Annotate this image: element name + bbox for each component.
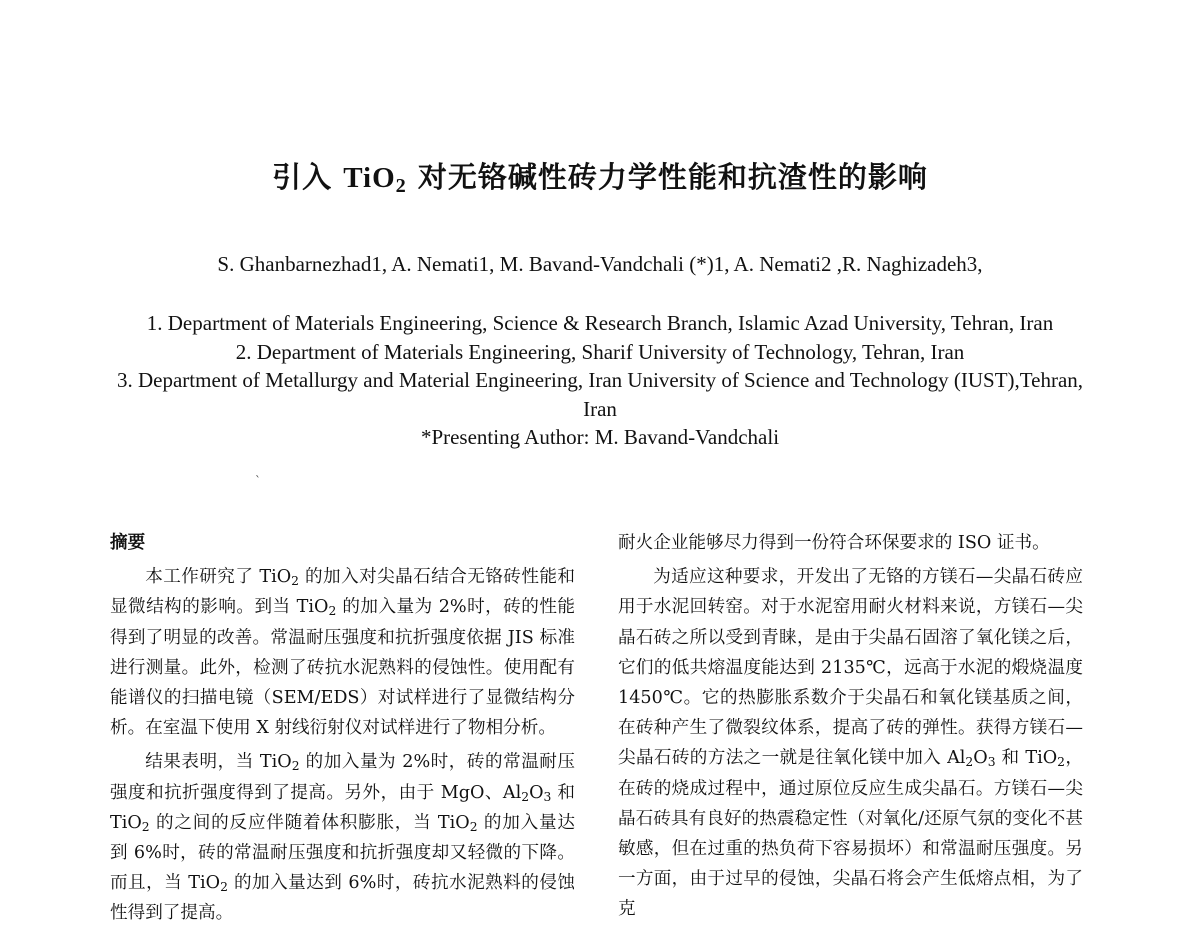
affiliations xyxy=(110,309,1090,452)
affiliation-2: 2. Department of Materials Engineering, Sharif University of Technology, Tehran, Iran xyxy=(235,339,965,364)
abstract-paragraph-1: 本工作研究了 TiO$_2$ 的加入对尖晶石结合无铬砖性能和显微结构的影响。到当 TiO$_2$ 的加入量为 2%时，砖的性能得到了明显的改善。常温耐压强度和抗折强度依据 JIS 标准进行测量。此外，检测了砖抗水泥熟料的侵蚀性。使用配有能谱仪的扫描电镜（SEM/EDS）对试样进行了显微结构分析。在室温下使用 X 射线衍射仪对试样进行了物相分析。 xyxy=(110,567,575,739)
left-column xyxy=(110,528,575,929)
body-paragraph-2: 为适应这种要求，开发出了无铬的方镁石—尖晶石砖应用于水泥回转窑。对于水泥窑用耐火材料来说，方镁石—尖晶石砖之所以受到青睐，是由于尖晶石固溶了氧化镁之后，它们的低共熔温度能达到 2135℃，远高于水泥的煅烧温度 1450℃。它的热膨胀系数介于尖晶石和氧化镁基质之间，在砖种产生了微裂纹体系，提高了砖的弹性。获得方镁石—尖晶石砖的方法之一就是往氧化镁中加入 $Al_2O_3$ 和 TiO$_2$，在砖的烧成过程中，通过原位反应生成尖晶石。方镁石—尖晶石砖具有良好的热震稳定性（对氧化/还原气氛的变化不甚敏感，但在过重的热负荷下容易损坏）和常温耐压强度。另一方面，由于过早的侵蚀，尖晶石将会产生低熔点相，为了克 xyxy=(618,567,1083,920)
stray-mark: ` xyxy=(255,474,261,488)
affiliation-1: 1. Department of Materials Engineering, Science & Research Branch, Islamic Azad University, Tehran, Iran xyxy=(146,311,1054,335)
affiliation-3: 3. Department of Metallurgy and Material Engineering, Iran University of Science and Technology (IUST),Tehran, Iran xyxy=(116,368,1084,421)
author-list: S. Ghanbarnezhad1, A. Nemati1, M. Bavand-Vandchali (*)1, A. Nemati2 ,R. Naghizadeh3, xyxy=(217,252,983,276)
abstract-paragraph-2: 结果表明，当 TiO$_2$ 的加入量为 2%时，砖的常温耐压强度和抗折强度得到了提高。另外，由于 MgO、$Al_2O_3$ 和 TiO$_2$ 的之间的反应伴随着体积膨胀，当 TiO$_2$ 的加入量达到 6%时，砖的常温耐压强度和抗折强度却又轻微的下降。而且，当 TiO$_2$ 的加入量达到 6%时，砖抗水泥熟料的侵蚀性得到了提高。 xyxy=(110,752,576,924)
presenting-author: *Presenting Author: M. Bavand-Vandchali xyxy=(420,425,780,450)
paper-title: 引入 TiO$_2$ 对无铬碱性砖力学性能和抗渣性的影响 xyxy=(272,160,928,198)
body-paragraph-1: 耐火企业能够尽力得到一份符合环保要求的 ISO 证书。 xyxy=(618,533,1050,553)
right-column xyxy=(618,528,1083,925)
abstract-heading: 摘要 xyxy=(110,532,146,553)
